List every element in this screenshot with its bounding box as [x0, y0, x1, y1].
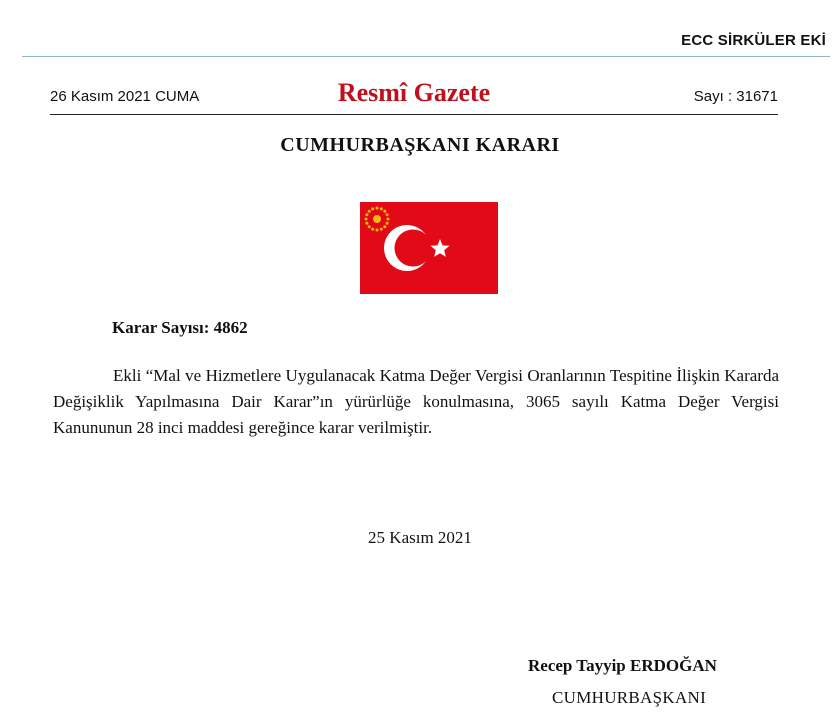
- decision-number: Karar Sayısı: 4862: [112, 318, 248, 337]
- issue-number: Sayı : 31671: [693, 88, 778, 105]
- signer-title: CUMHURBAŞKANI: [552, 688, 707, 707]
- header-rule: [50, 114, 778, 115]
- decision-date: 25 Kasım 2021: [368, 528, 472, 547]
- document-title: CUMHURBAŞKANI KARARI: [280, 134, 560, 156]
- gazette-title: Resmî Gazete: [337, 78, 491, 107]
- presidential-flag-icon: [360, 202, 498, 294]
- signer-name: Recep Tayyip ERDOĞAN: [528, 656, 717, 675]
- publication-date: 26 Kasım 2021 CUMA: [50, 88, 200, 105]
- circular-attachment-tag: ECC SİRKÜLER EKİ: [681, 32, 826, 49]
- top-divider: [22, 56, 830, 57]
- decision-body: Ekli “Mal ve Hizmetlere Uygulanacak Katma Değer Vergisi Oranlarının Tespitine İlişkin Kararda Değişiklik Yapılmasına Dair Karar”ın yürürlüğe konulmasına, 3065 sayılı Katma Değer Vergisi Kanununun 28 inci maddesi gereğince karar verilmiştir.: [53, 366, 779, 437]
- gazette-header: [50, 78, 778, 114]
